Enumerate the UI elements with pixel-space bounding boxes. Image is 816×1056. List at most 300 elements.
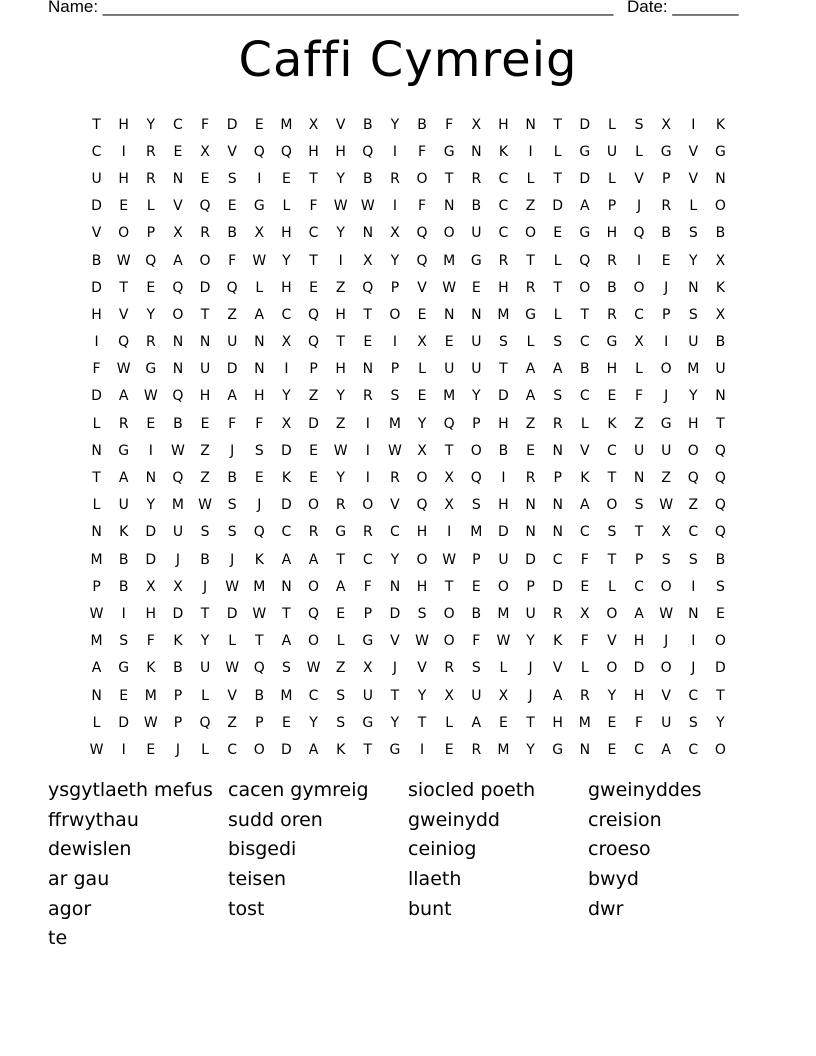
grid-cell: D [715,660,726,677]
grid-cell: J [175,551,180,568]
grid-cell: H [281,279,292,296]
grid-cell: L [92,415,101,432]
grid-cell: W [442,279,457,296]
grid-cell: X [715,252,726,269]
grid-cell: S [336,714,346,731]
grid-cell: Q [308,605,320,622]
grid-cell: K [498,143,509,160]
grid-cell: A [118,388,129,405]
grid-cell: L [553,306,562,323]
grid-cell: C [281,524,292,541]
grid-cell: Q [362,279,374,296]
grid-cell: H [498,497,509,514]
grid-cell: R [444,660,455,677]
grid-cell: T [119,279,128,296]
grid-cell: O [416,551,428,568]
grid-cell: D [498,524,509,541]
grid-cell: O [579,279,591,296]
grid-cell: L [526,334,535,351]
grid-cell: Y [282,252,291,269]
grid-cell: E [716,605,725,622]
grid-cell: G [118,442,130,459]
grid-cell: E [471,279,481,296]
grid-cell: W [89,605,104,622]
grid-cell: H [498,116,509,133]
grid-cell: T [92,116,101,133]
grid-cell: S [634,116,644,133]
grid-cell: O [308,578,320,595]
grid-cell: O [714,633,726,650]
grid-cell: M [687,361,700,378]
grid-cell: I [392,143,397,160]
grid-cell: K [607,415,617,432]
grid-cell: W [415,633,429,650]
grid-cell: N [471,143,482,160]
grid-cell: O [118,225,130,242]
grid-cell: A [118,470,129,487]
grid-cell: O [443,225,455,242]
grid-cell: A [281,633,292,650]
grid-cell: M [470,524,483,541]
grid-cell: T [309,252,318,269]
grid-cell: N [715,170,726,187]
grid-cell: F [472,633,481,650]
grid-cell: W [116,252,131,269]
grid-cell: D [281,497,292,514]
grid-cell: N [389,578,401,595]
grid-cell: J [202,578,208,595]
grid-cell: B [173,660,183,677]
grid-cell: E [227,198,237,215]
grid-cell: I [121,741,126,758]
grid-cell: S [688,225,698,242]
grid-cell: E [200,170,210,187]
grid-cell: T [200,605,210,622]
grid-cell: I [284,361,289,378]
grid-cell: Y [336,225,345,242]
grid-cell: S [688,306,698,323]
grid-cell: T [255,633,264,650]
grid-cell: Q [714,497,726,514]
grid-cell: N [688,605,699,622]
grid-cell: N [199,334,211,351]
grid-cell: K [173,633,183,650]
grid-cell: K [281,470,292,487]
grid-cell: N [91,524,102,541]
grid-cell: D [226,605,238,622]
grid-cell: O [525,225,537,242]
grid-cell: A [308,741,319,758]
grid-cell: W [360,198,375,215]
grid-cell: F [418,143,427,160]
grid-cell: H [118,170,129,187]
grid-cell: S [607,524,617,541]
grid-cell: R [661,198,672,215]
grid-cell: L [635,143,643,160]
grid-cell: W [388,442,402,459]
grid-cell: F [580,633,589,650]
grid-cell: V [227,687,237,704]
grid-cell: E [200,415,210,432]
grid-cell: I [365,470,370,487]
grid-cell: R [335,497,346,514]
grid-cell: U [471,361,482,378]
grid-cell: R [471,170,482,187]
grid-cell: F [635,388,644,405]
grid-cell: V [227,143,237,160]
grid-cell: E [119,198,129,215]
grid-cell: P [363,605,373,622]
grid-cell: R [362,388,373,405]
grid-cell: C [607,442,617,459]
grid-cell: J [528,687,533,704]
grid-cell: T [444,170,454,187]
grid-cell: T [634,524,644,541]
grid-cell: J [664,279,669,296]
grid-cell: U [172,524,184,541]
grid-cell: I [664,334,669,351]
grid-cell: V [552,660,563,677]
grid-cell: Z [335,415,346,432]
grid-cell: X [417,442,427,459]
grid-cell: S [661,551,671,568]
grid-cell: T [580,306,590,323]
grid-cell: C [498,225,509,242]
grid-cell: E [499,714,508,731]
grid-cell: S [119,633,129,650]
grid-cell: Q [362,143,374,160]
grid-cell: U [715,361,726,378]
grid-cell: D [281,741,292,758]
grid-cell: R [308,524,319,541]
grid-cell: O [470,442,482,459]
grid-cell: S [688,714,698,731]
grid-cell: T [92,470,101,487]
grid-cell: R [118,415,129,432]
grid-cell: Q [443,415,455,432]
grid-cell: I [365,442,370,459]
grid-cell: O [199,252,211,269]
grid-cell: R [145,170,156,187]
grid-cell: I [691,116,696,133]
grid-cell: E [336,605,346,622]
grid-cell: Q [226,279,238,296]
grid-cell: U [362,687,373,704]
grid-cell: V [417,660,427,677]
grid-cell: Z [335,279,346,296]
grid-cell: T [553,279,562,296]
grid-cell: E [119,687,129,704]
grid-cell: M [171,497,184,514]
grid-cell: S [715,578,725,595]
word-list-item: cacen gymreig [228,779,369,801]
grid-cell: O [660,361,672,378]
grid-cell: L [201,741,209,758]
grid-cell: W [143,388,158,405]
grid-cell: X [281,334,292,351]
grid-cell: T [499,361,508,378]
grid-cell: M [443,388,456,405]
grid-cell: W [225,578,240,595]
grid-cell: R [552,415,563,432]
grid-cell: K [580,470,590,487]
grid-cell: G [660,415,672,432]
grid-cell: O [308,633,320,650]
grid-cell: I [447,524,452,541]
grid-cell: A [281,551,292,568]
grid-cell: B [471,605,482,622]
grid-cell: E [282,714,291,731]
grid-cell: X [661,116,671,133]
grid-cell: A [661,741,671,758]
grid-cell: E [444,741,454,758]
grid-cell: P [607,198,617,215]
grid-cell: Y [336,470,345,487]
grid-cell: W [659,605,674,622]
grid-cell: Q [416,497,428,514]
word-list-item: ysgytlaeth mefus [48,779,213,801]
grid-cell: T [363,306,373,323]
grid-cell: G [579,225,591,242]
grid-cell: F [418,198,427,215]
grid-cell: O [714,741,726,758]
grid-cell: U [91,170,102,187]
grid-cell: R [390,470,400,487]
grid-cell: D [199,279,211,296]
grid-cell: X [715,306,726,323]
grid-cell: X [661,524,671,541]
grid-cell: N [362,225,374,242]
grid-cell: G [118,660,130,677]
grid-cell: M [280,116,293,133]
grid-cell: T [336,551,345,568]
grid-cell: F [201,116,210,133]
grid-cell: Y [146,116,156,133]
grid-cell: R [579,687,590,704]
word-list-item: ffrwythau [48,808,139,831]
grid-cell: X [173,578,183,595]
grid-cell: Q [253,660,265,677]
grid-cell: V [335,116,346,133]
grid-cell: A [552,687,563,704]
grid-cell: E [444,334,454,351]
grid-cell: B [173,415,183,432]
grid-cell: D [579,170,591,187]
grid-cell: D [172,605,184,622]
grid-cell: A [254,306,265,323]
grid-cell: C [227,741,238,758]
grid-cell: W [252,252,267,269]
grid-cell: Q [633,225,645,242]
grid-cell: M [388,415,401,432]
grid-cell: Q [253,524,265,541]
grid-cell: U [444,361,455,378]
grid-cell: J [257,497,262,514]
grid-cell: N [172,170,184,187]
grid-cell: Z [200,442,210,459]
grid-cell: Q [579,252,591,269]
grid-cell: L [553,143,562,160]
grid-cell: V [580,442,590,459]
grid-cell: S [390,388,400,405]
grid-cell: A [227,388,237,405]
grid-cell: E [417,306,427,323]
grid-cell: X [363,660,373,677]
grid-cell: A [580,497,590,514]
grid-cell: B [607,279,617,296]
grid-cell: H [335,143,346,160]
grid-cell: W [496,633,511,650]
grid-cell: D [91,388,102,405]
grid-cell: Q [416,225,428,242]
grid-cell: Z [634,415,644,432]
grid-cell: Q [172,470,184,487]
grid-cell: O [416,170,428,187]
grid-cell: P [661,170,671,187]
grid-cell: T [390,687,400,704]
grid-cell: A [471,714,482,731]
grid-cell: Q [172,388,184,405]
word-list-item: croeso [588,838,651,861]
grid-cell: G [470,252,482,269]
grid-cell: A [525,361,536,378]
grid-cell: H [633,687,645,704]
grid-cell: C [688,524,699,541]
grid-cell: B [580,361,590,378]
word-list-item: bwyd [588,868,639,891]
grid-cell: Q [253,143,265,160]
word-list-item: agor [48,897,92,920]
grid-cell: V [173,198,183,215]
grid-cell: E [282,170,291,187]
grid-cell: V [390,633,400,650]
grid-cell: Q [308,334,320,351]
grid-cell: E [661,252,671,269]
grid-cell: N [254,334,265,351]
grid-cell: H [199,388,211,405]
puzzle-title: Caffi Cymreig [238,32,578,88]
grid-cell: Y [417,687,427,704]
grid-cell: C [362,551,373,568]
grid-cell: I [392,198,397,215]
grid-cell: O [389,306,401,323]
grid-cell: Q [714,442,726,459]
grid-cell: N [281,578,292,595]
grid-cell: E [553,225,563,242]
word-list-item: teisen [228,868,287,891]
grid-cell: N [525,116,536,133]
grid-cell: K [146,660,156,677]
grid-cell: X [200,143,210,160]
word-list-item: te [48,927,68,950]
grid-cell: A [552,361,563,378]
grid-cell: S [227,524,237,541]
grid-cell: Q [714,470,726,487]
grid-cell: D [226,361,238,378]
grid-cell: Y [689,388,698,405]
grid-cell: U [471,225,482,242]
grid-cell: P [634,551,644,568]
grid-cell: W [198,497,212,514]
grid-cell: L [553,252,562,269]
grid-cell: U [633,442,645,459]
grid-cell: T [553,170,562,187]
grid-cell: S [336,687,346,704]
header-row [0,0,816,19]
grid-cell: C [579,524,590,541]
grid-cell: P [92,578,101,595]
grid-cell: S [553,388,563,405]
grid-cell: G [145,361,157,378]
grid-cell: Y [390,551,400,568]
grid-cell: P [472,551,481,568]
grid-cell: H [254,388,265,405]
grid-cell: B [91,252,102,269]
grid-cell: A [580,198,590,215]
grid-cell: C [688,741,699,758]
grid-cell: D [525,551,536,568]
grid-cell: H [606,225,618,242]
grid-cell: R [525,279,536,296]
grid-cell: I [691,633,696,650]
grid-cell: U [227,334,238,351]
grid-cell: F [363,578,372,595]
grid-cell: Y [309,714,318,731]
grid-cell: J [664,633,669,650]
date-field-label: Date: _______ [627,0,739,16]
grid-cell: J [175,741,180,758]
grid-cell: V [688,170,699,187]
grid-cell: O [660,660,672,677]
grid-cell: B [471,198,482,215]
word-list-item: bisgedi [228,838,297,861]
grid-cell: O [253,741,265,758]
grid-cell: C [634,741,644,758]
grid-cell: M [497,306,510,323]
grid-cell: G [335,524,347,541]
grid-cell: L [336,633,345,650]
grid-cell: H [118,116,129,133]
grid-cell: S [634,497,644,514]
grid-cell: H [633,633,645,650]
grid-cell: Q [714,524,726,541]
grid-cell: W [442,551,457,568]
grid-cell: B [227,225,237,242]
grid-cell: C [308,225,319,242]
grid-cell: O [172,306,184,323]
grid-cell: D [579,116,591,133]
grid-cell: M [144,687,157,704]
grid-cell: D [145,524,157,541]
letter-grid [83,111,734,764]
grid-cell: B [661,225,671,242]
grid-cell: N [254,361,265,378]
grid-cell: N [688,279,699,296]
grid-cell: B [118,578,129,595]
grid-cell: Q [308,306,320,323]
grid-cell: H [552,714,563,731]
grid-cell: W [116,361,131,378]
grid-cell: X [363,252,373,269]
grid-cell: T [363,741,373,758]
word-list-item: tost [228,897,265,920]
grid-cell: I [419,741,425,758]
grid-cell: E [526,442,535,459]
name-field-label: Name: ______________________________________________________ [48,0,614,16]
grid-cell: H [91,306,102,323]
grid-cell: X [580,605,590,622]
grid-cell: P [526,578,535,595]
